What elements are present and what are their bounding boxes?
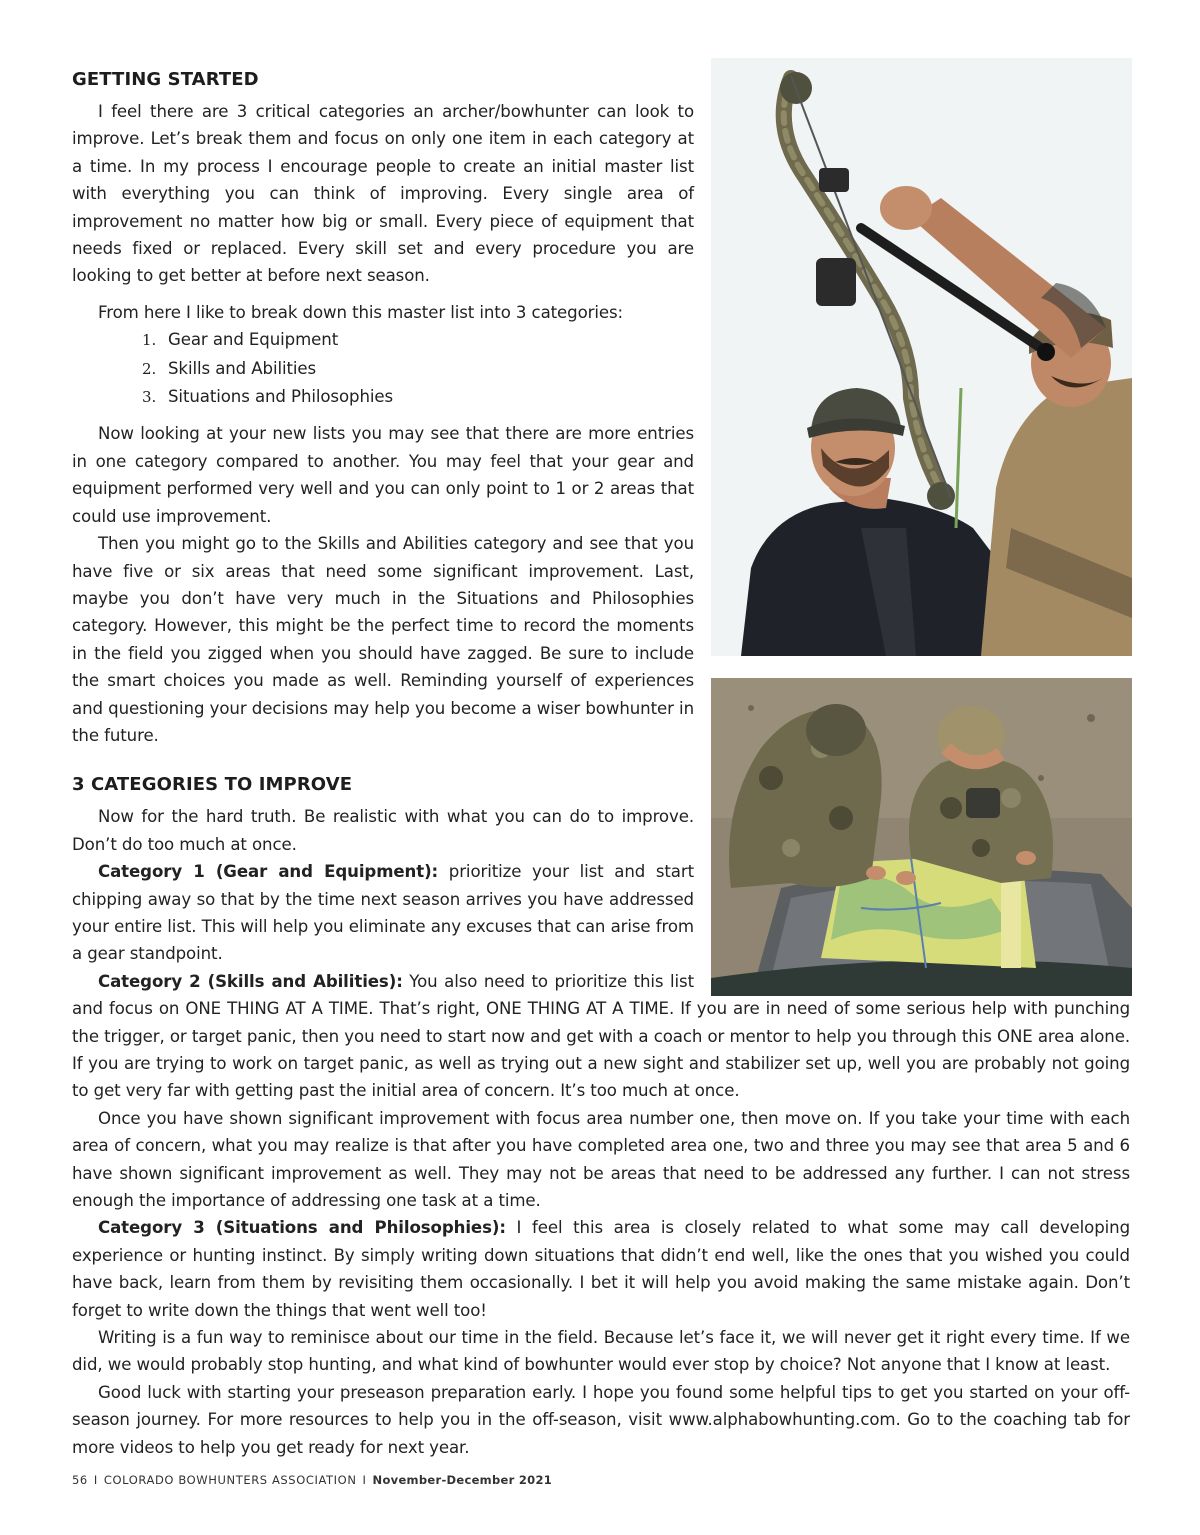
- category-1-text: prioritize your list and start chipping away so that by the time next season arrives you have addressed your entire list. This will help you eliminate any excuses that can arise from a gear standpoint.: [72, 862, 694, 964]
- paragraph-once: Once you have shown significant improvement with focus area number one, then move on. If you take your time with each area of concern, what you may realize is that after you have completed area one, two and three you may see that area 5 and 6 have shown significant improvement as well. They may not be areas that need to be addressed any further. I can not stress enough the importance of addressing one task at a time.: [72, 1108, 1130, 1211]
- paragraph-writing: Writing is a fun way to reminisce about our time in the field. Because let’s face it, we will never get it right every time. If we did, we would probably stop hunting, and what kind of bowhunter would ever stop by choice? Not anyone that I know at least.: [72, 1328, 1130, 1375]
- paragraph-skills: Then you might go to the Skills and Abilities category and see that you have five or six areas that need some significant improvement. Last, maybe you don’t have very much in the Situations and Philosophies category. However, this might be the perfect time to record the moments in the field you zigged when you should have zagged. Be sure to include the smart choices you made as well. Reminding yourself of experiences and questioning your decisions may help you become a wiser bowhunter in the future.: [72, 534, 694, 745]
- page-number: 56: [72, 1473, 88, 1487]
- heading-getting-started: GETTING STARTED: [72, 69, 259, 90]
- heading-categories: 3 CATEGORIES TO IMPROVE: [72, 774, 353, 796]
- publication-name: COLORADO BOWHUNTERS ASSOCIATION: [103, 1473, 357, 1487]
- list-number: 3.: [142, 388, 157, 407]
- paragraph-new-lists: Now looking at your new lists you may see that there are more entries in one category compared to another. You may feel that your gear and equipment performed very well and you can only point to 1 or 2 areas that could use improvement.: [72, 424, 694, 526]
- photo-float-spacer: [694, 58, 1130, 988]
- paragraph-hard-truth: Now for the hard truth. Be realistic with what you can do to improve. Don’t do too much at once.: [72, 807, 694, 854]
- category-2-text: You also need to prioritize this list and focus on ONE THING AT A TIME. That’s right, ONE THING AT A TIME. If you are in need of some serious help with punching the trigger, or target panic, then you need to start now and get with a coach or mentor to help you through this ONE area alone. If you are trying to work on target panic, as well as trying out a new sight and stabilizer set up, well you are probably not going to get very far with getting past the initial area of concern. It’s too much at once.: [72, 971, 1130, 1101]
- page-footer: [72, 1473, 552, 1487]
- paragraph-good-luck: Good luck with starting your preseason preparation early. I hope you found some helpful tips to get you started on your off-season journey. For more resources to help you in the off-season, visit www.alphabowhunting.com. Go to the coaching tab for more videos to help you get ready for next year.: [72, 1382, 1130, 1457]
- list-label: Situations and Philosophies: [168, 387, 394, 407]
- category-1-label: Category 1 (Gear and Equipment):: [98, 862, 439, 882]
- list-label: Skills and Abilities: [168, 358, 317, 378]
- paragraph-category-3: [72, 1214, 1130, 1324]
- footer-separator: I: [362, 1473, 367, 1487]
- category-3-label: Category 3 (Situations and Philosophies):: [98, 1218, 506, 1238]
- paragraph-list-lead: From here I like to break down this master list into 3 categories:: [98, 302, 624, 322]
- category-3-text: I feel this area is closely related to what some may call developing experience or hunting instinct. By simply writing down situations that didn’t end well, like the ones that you wished you could have back, learn from them by revisiting them occasionally. I bet it will help you avoid making the same mistake again. Don’t forget to write down the things that went well too!: [72, 1218, 1131, 1320]
- footer-separator: I: [93, 1473, 98, 1487]
- article-body: [72, 68, 1130, 1461]
- paragraph-category-2: [72, 968, 1130, 1105]
- list-label: Gear and Equipment: [168, 330, 339, 350]
- issue-date: November-December 2021: [372, 1473, 553, 1487]
- category-2-label: Category 2 (Skills and Abilities):: [98, 971, 403, 991]
- paragraph-intro: I feel there are 3 critical categories an archer/bowhunter can look to improve. Let’s break them and focus on only one item in each category at a time. In my process I encourage people to create an initial master list with everything you can think of improving. Every single area of improvement no matter how big or small. Every piece of equipment that needs fixed or replaced. Every skill set and every procedure you are looking to get better at before next season.: [72, 102, 694, 286]
- list-number: 1.: [142, 331, 157, 350]
- list-number: 2.: [142, 359, 157, 378]
